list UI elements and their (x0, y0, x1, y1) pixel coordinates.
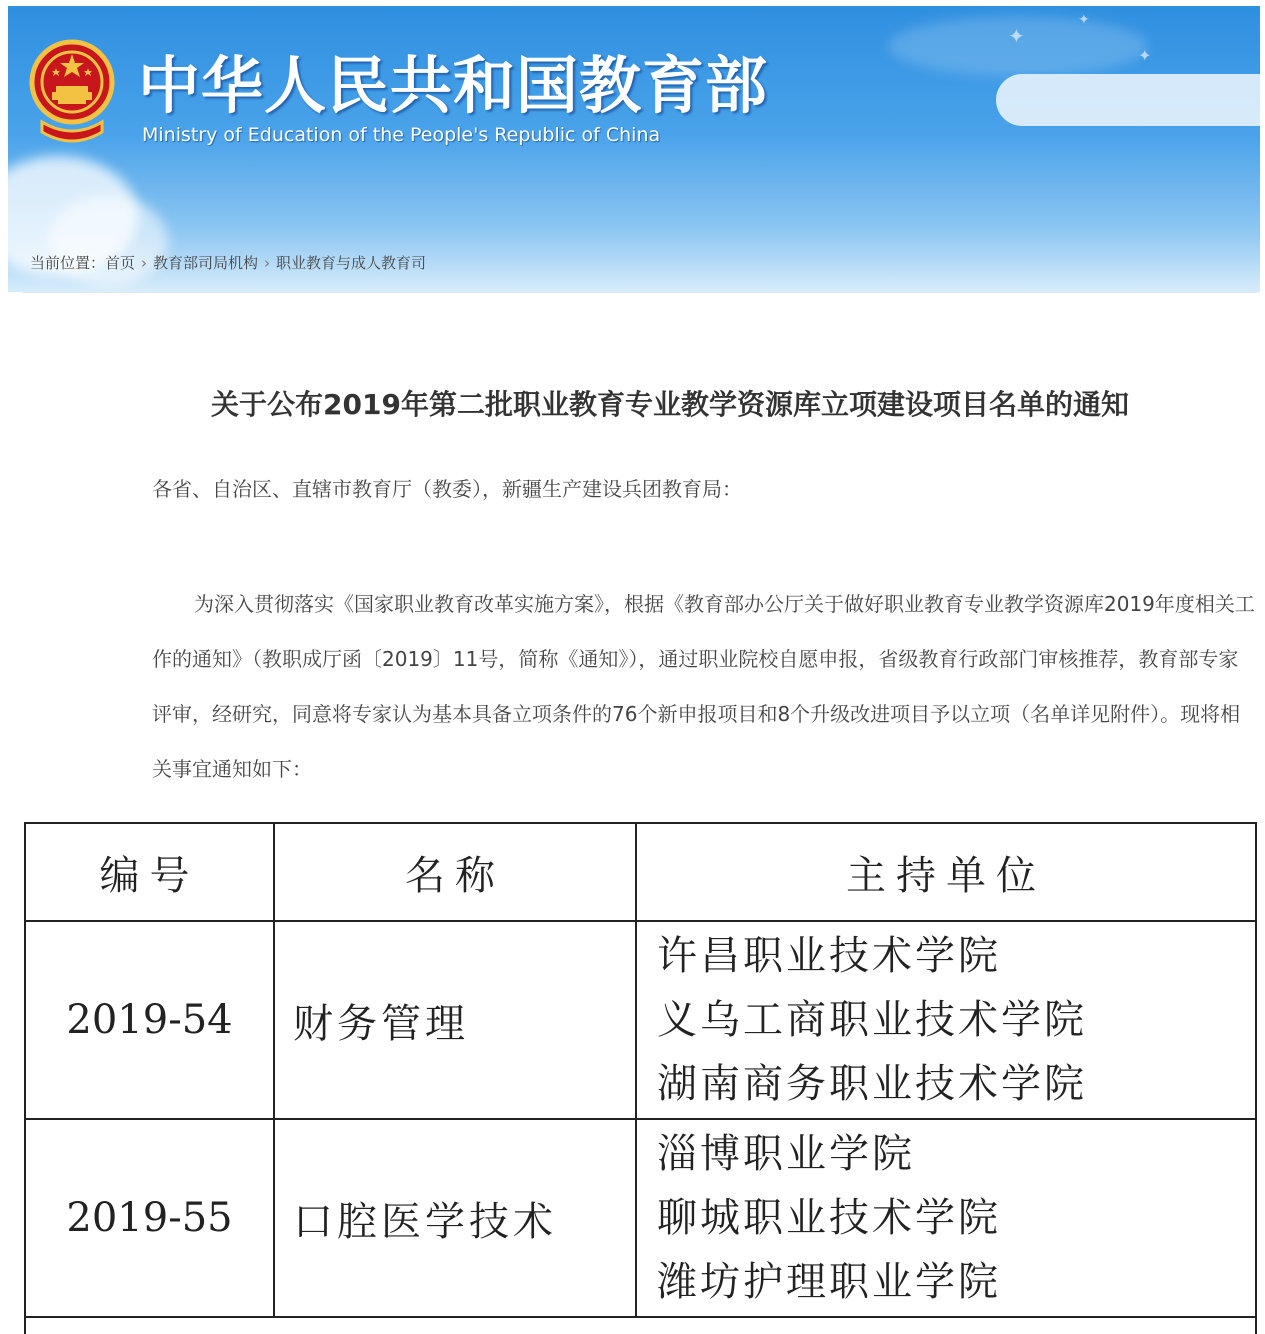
cell-number: 2019-55 (26, 1119, 274, 1317)
host-unit: 湖南商务职业技术学院 (657, 1061, 1087, 1107)
header-name: 名称 (274, 824, 636, 921)
host-unit: 义乌工商职业技术学院 (657, 997, 1087, 1043)
breadcrumb (30, 252, 426, 273)
national-emblem-icon[interactable] (28, 36, 116, 148)
sparkle-icon: ✦ (1078, 12, 1090, 28)
header-number: 编号 (26, 824, 274, 921)
host-unit: 聊城职业技术学院 (657, 1195, 1001, 1241)
table-header-row (26, 824, 1255, 921)
breadcrumb-separator: › (264, 254, 271, 272)
cell-host-units (636, 1119, 1255, 1317)
host-unit: 淄博职业学院 (657, 1131, 915, 1177)
table-row (26, 921, 1255, 1119)
cell-host-units (636, 921, 1255, 1119)
site-subtitle: Ministry of Education of the People's Republic of China (142, 124, 661, 146)
breadcrumb-separator: › (141, 254, 148, 272)
sparkle-icon: ✦ (1138, 46, 1152, 65)
article-title: 关于公布2019年第二批职业教育专业教学资源库立项建设项目名单的通知 (211, 388, 1129, 421)
site-title[interactable]: 中华人民共和国教育部 (138, 49, 769, 122)
sparkle-icon: ✦ (1008, 24, 1025, 48)
cell-name: 口腔医学技术 (274, 1119, 636, 1317)
breadcrumb-item-departments[interactable]: 教育部司局机构 (153, 254, 259, 272)
host-unit: 潍坊护理职业学院 (657, 1259, 1001, 1305)
cell-number: 2019-54 (26, 921, 274, 1119)
cell-name: 财务管理 (274, 921, 636, 1119)
breadcrumb-item-home[interactable]: 首页 (105, 254, 136, 272)
article-paragraph: 为深入贯彻落实《国家职业教育改革实施方案》，根据《教育部办公厅关于做好职业教育专业教学资源库2019年度相关工作的通知》（教职成厅函〔2019〕11号，简称《通知》），通过职业院校自愿申报，省级教育行政部门审核推荐，教育部专家评审，经研究，同意将专家认为基本具备立项条件的76个新申报项目和8个升级改进项目予以立项（名单详见附件）。现将相关事宜通知如下： (152, 592, 1255, 781)
table-row (26, 1119, 1255, 1317)
breadcrumb-prefix: 当前位置： (30, 254, 106, 272)
search-input[interactable] (996, 74, 1260, 126)
breadcrumb-item-vocational-dept[interactable]: 职业教育与成人教育司 (276, 254, 427, 272)
project-table (24, 822, 1257, 1334)
article-salutation: 各省、自治区、直辖市教育厅（教委），新疆生产建设兵团教育局： (152, 477, 742, 501)
host-unit: 许昌职业技术学院 (657, 933, 1001, 979)
article-card (22, 292, 1258, 813)
header-banner (8, 6, 1260, 292)
header-host-unit: 主持单位 (636, 824, 1255, 921)
